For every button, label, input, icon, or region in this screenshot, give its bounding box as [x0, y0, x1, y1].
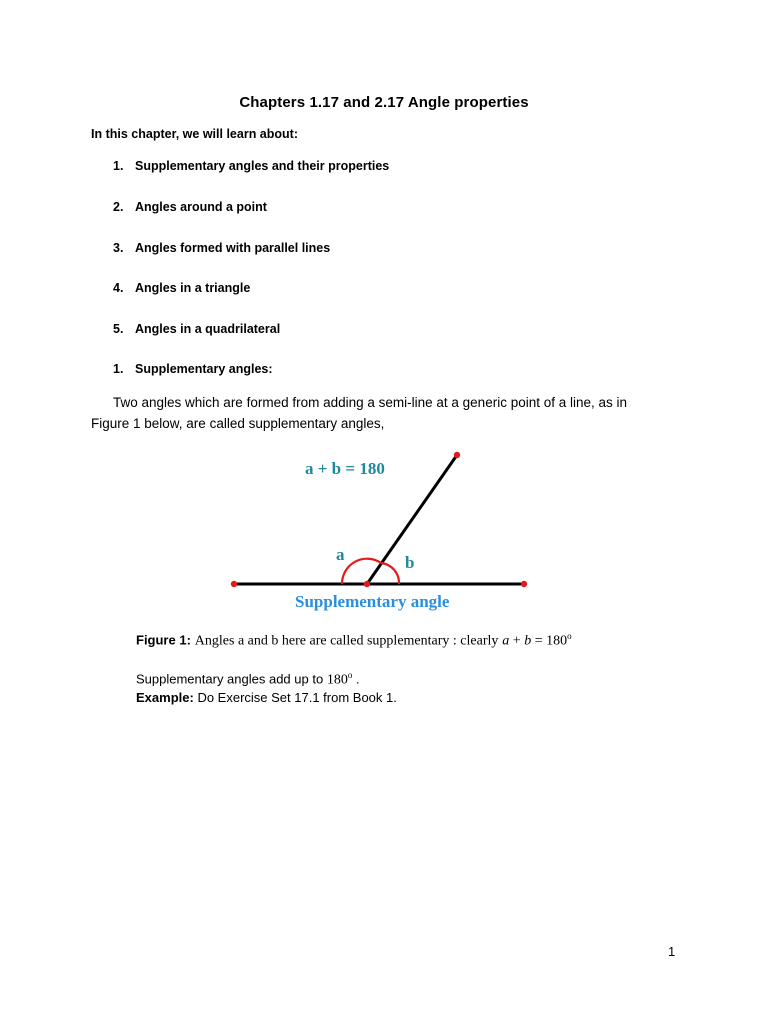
figure-equation: a + b = 180: [305, 459, 385, 478]
caption-math-plus: +: [509, 633, 525, 649]
list-item-number: 5.: [113, 322, 124, 336]
caption-math-b: b: [524, 633, 532, 649]
list-item-text: Angles in a triangle: [135, 281, 251, 295]
caption-math-a: a: [502, 633, 510, 649]
fact-text: Supplementary angles add up to: [136, 671, 324, 687]
section-number: 1.: [113, 362, 124, 376]
section-title: Supplementary angles:: [135, 362, 273, 376]
list-item: [113, 322, 280, 336]
list-item-text: Angles around a point: [135, 200, 267, 214]
list-item-number: 3.: [113, 241, 124, 255]
page-number: 1: [668, 944, 676, 959]
caption-text: Angles a and b here are called supplementary : clearly: [194, 633, 499, 649]
list-item-text: Angles formed with parallel lines: [135, 241, 331, 255]
example-line: [136, 690, 397, 705]
caption-math-eq: = 180: [531, 633, 568, 649]
list-item-text: Angles in a quadrilateral: [135, 322, 281, 336]
fact-degree: o: [347, 670, 353, 680]
left-endpoint: [231, 581, 237, 587]
example-lead: Example:: [136, 690, 194, 705]
example-text: Do Exercise Set 17.1 from Book 1.: [197, 690, 397, 705]
fact-value: 180: [326, 672, 348, 688]
section-heading: [113, 362, 273, 376]
angle-a-label: a: [336, 545, 345, 564]
list-item: [113, 241, 330, 255]
fact-end: .: [355, 671, 360, 687]
page-title: Chapters 1.17 and 2.17 Angle properties: [239, 94, 529, 111]
definition-paragraph: [91, 392, 651, 434]
angle-b-label: b: [405, 553, 415, 572]
vertex-point: [364, 581, 370, 587]
list-item-text: Supplementary angles and their properties: [135, 159, 390, 173]
list-item-number: 4.: [113, 281, 124, 295]
caption-lead: Figure 1:: [136, 632, 191, 648]
list-item: [113, 159, 389, 173]
angle-b-arc: [381, 563, 399, 584]
caption-degree: o: [567, 631, 572, 641]
paragraph-text: Two angles which are formed from adding a semi-line at a generic point of a line, as in Figure 1 below, are called supplementary angles,: [91, 395, 628, 431]
intro-text: In this chapter, we will learn about:: [91, 127, 298, 141]
right-endpoint: [521, 581, 527, 587]
list-item-number: 1.: [113, 159, 124, 173]
list-item: [113, 200, 267, 214]
ray-endpoint: [454, 452, 460, 458]
list-item-number: 2.: [113, 200, 124, 214]
supplementary-angle-figure: [220, 445, 540, 620]
fact-line: [136, 670, 360, 688]
list-item: [113, 281, 250, 295]
figure-bottom-label: Supplementary angle: [295, 592, 450, 611]
figure-caption: [136, 631, 572, 650]
